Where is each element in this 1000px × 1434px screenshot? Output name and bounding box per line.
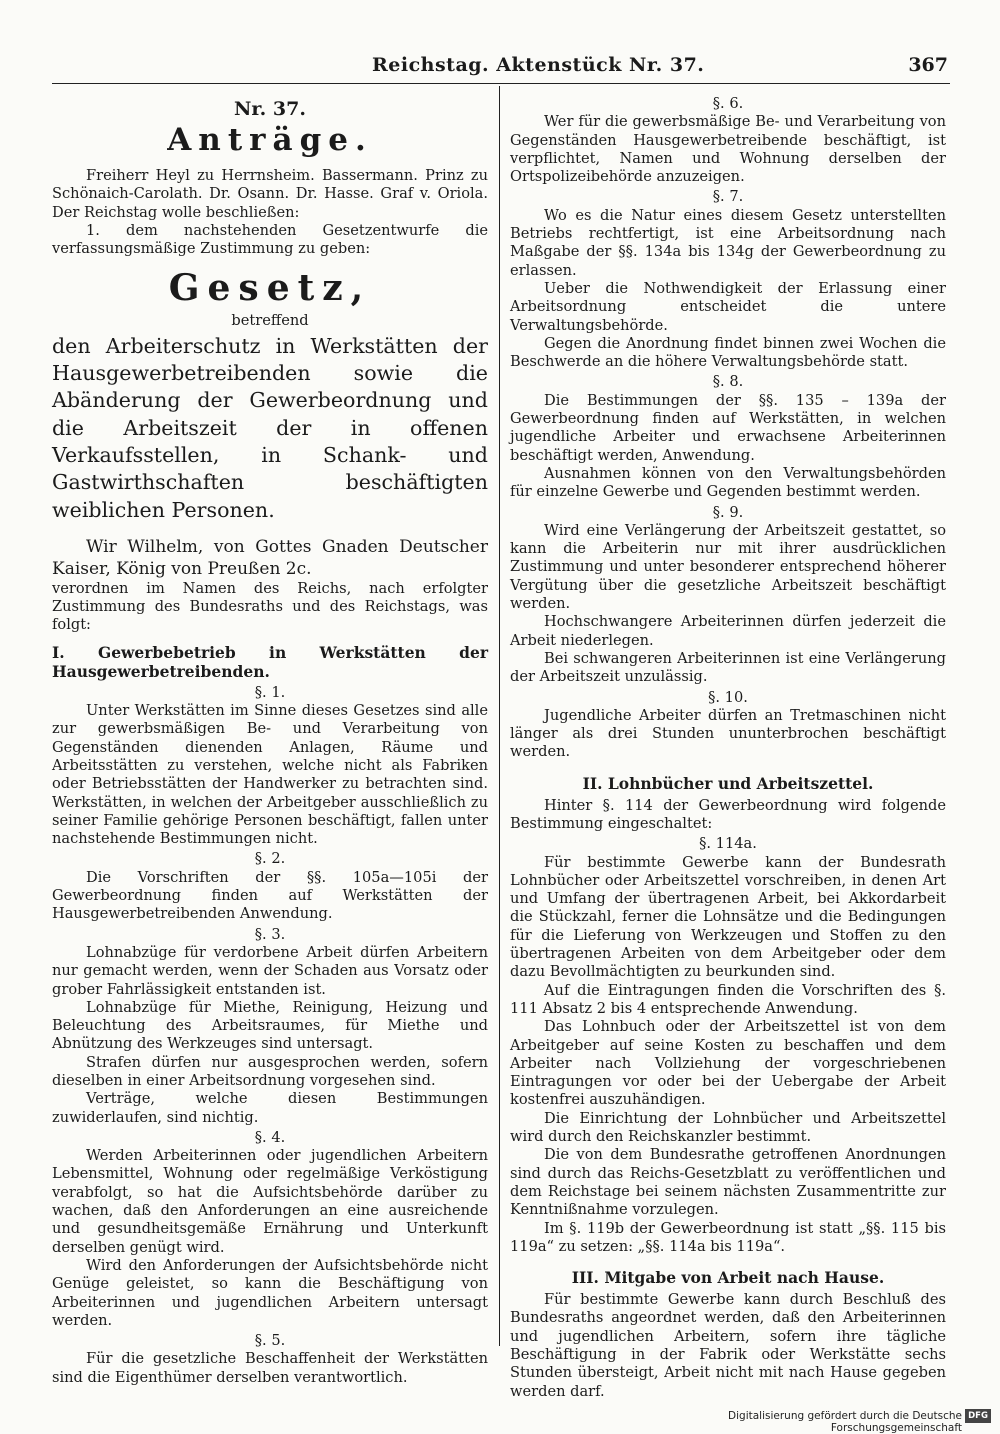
- paragraph-text: Gegen die Anordnung findet binnen zwei Wochen die Beschwerde an die höhere Verwaltungsbehörde statt.: [510, 334, 946, 371]
- law-title: den Arbeiterschutz in Werkstätten der Hausgewerbetreibenden sowie die Abänderung der Gewerbeordnung und die Arbeitszeit der in offenen Verkaufsstellen, in Schank- und Gastwirthschaften beschäftigten weiblichen Personen.: [52, 333, 488, 522]
- dfg-logo: DFG: [965, 1409, 991, 1423]
- paragraph-text: Hinter §. 114 der Gewerbeordnung wird folgende Bestimmung eingeschaltet:: [510, 796, 946, 832]
- paragraph-text: Die Einrichtung der Lohnbücher und Arbeitszettel wird durch den Reichskanzler bestimmt.: [510, 1109, 946, 1146]
- running-title: Reichstag. Aktenstück Nr. 37.: [372, 54, 705, 76]
- paragraph-number: §. 4.: [254, 1128, 286, 1146]
- enacting-clause: verordnen im Namen des Reichs, nach erfolgter Zustimmung des Bundesraths und des Reichstags, was folgt:: [52, 579, 488, 634]
- paragraph-text: Lohnabzüge für verdorbene Arbeit dürfen Arbeitern nur gemacht werden, wenn der Schaden aus Vorsatz oder grober Fahrlässigkeit entstanden ist.: [52, 943, 488, 998]
- paragraph-text: Ueber die Nothwendigkeit der Erlassung einer Arbeitsordnung entscheidet die untere Verwaltungsbehörde.: [510, 279, 946, 334]
- paragraph-number: §. 6.: [712, 95, 744, 112]
- digitization-credit: Digitalisierung gefördert durch die Deutsche Forschungsgemeinschaft: [728, 1410, 962, 1434]
- paragraph-text: Die Vorschriften der §§. 105a—105i der Gewerbeordnung finden auf Werkstätten der Hausgewerbetreibenden Anwendung.: [52, 868, 488, 923]
- paragraph-text: Wird eine Verlängerung der Arbeitszeit gestattet, so kann die Arbeiterin nur mit ihrer ausdrücklichen Zustimmung und unter besonderer entsprechend höherer Vergütung über die gesetzliche Arbeitszeit beschäftigt werden.: [510, 521, 946, 613]
- left-column: [52, 93, 488, 1387]
- paragraph-text: Im §. 119b der Gewerbeordnung ist statt „§§. 115 bis 119a“ zu setzen: „§§. 114a bis 119a“.: [510, 1219, 946, 1255]
- paragraph-text: Auf die Eintragungen finden die Vorschriften des §. 111 Absatz 2 bis 4 entsprechende Anwendung.: [510, 981, 946, 1017]
- paragraph-text: Jugendliche Arbeiter dürfen an Tretmaschinen nicht länger als drei Stunden ununterbrochen beschäftigt werden.: [510, 706, 946, 761]
- section-heading-1: I. Gewerbebetrieb in Werkstätten der Hausgewerbetreibenden.: [52, 642, 488, 681]
- paragraph-number: §. 3.: [254, 925, 286, 943]
- intro-signatories: Freiherr Heyl zu Herrnsheim. Bassermann. Prinz zu Schönaich-Carolath. Dr. Osann. Dr. Hasse. Graf v. Oriola. Der Reichstag wolle beschließen:: [52, 167, 488, 221]
- paragraph-text: Unter Werkstätten im Sinne dieses Gesetzes sind alle zur gewerbsmäßigen Be- und Verarbeitung von Gegenständen dienenden Anlagen, Räume und Arbeitsstätten zu verstehen, welche nicht als Fabriken oder Betriebsstätten der Handwerker zu betrachten sind. Werkstätten, in welchen der Arbeitgeber ausschließlich zu seiner Familie gehörige Personen beschäftigt, fallen unter nachstehende Bestimmungen nicht.: [52, 702, 488, 848]
- paragraph-text: Hochschwangere Arbeiterinnen dürfen jederzeit die Arbeit niederlegen.: [510, 613, 946, 649]
- document-number: Nr. 37.: [234, 98, 306, 120]
- paragraph-number: §. 7.: [712, 188, 744, 206]
- page-number: 367: [908, 54, 948, 76]
- paragraph-number: §. 5.: [254, 1332, 286, 1350]
- page-header: [0, 0, 1000, 84]
- paragraph-text: Bei schwangeren Arbeiterinnen ist eine Verlängerung der Arbeitszeit unzulässig.: [510, 649, 946, 686]
- section-heading-3: III. Mitgabe von Arbeit nach Hause.: [571, 1268, 885, 1288]
- intro-point-1: 1. dem nachstehenden Gesetzentwurfe die verfassungsmäßige Zustimmung zu geben:: [52, 221, 488, 258]
- paragraph-number: §. 2.: [254, 850, 286, 868]
- document-heading: Anträge.: [167, 122, 373, 158]
- paragraph-number: §. 1.: [254, 683, 286, 701]
- paragraph-number: §. 9.: [712, 503, 744, 521]
- paragraph-number: §. 8.: [712, 373, 744, 391]
- law-heading: Gesetz,: [168, 267, 372, 310]
- paragraph-text: Das Lohnbuch oder der Arbeitszettel ist von dem Arbeitgeber auf seine Kosten zu beschaffen und dem Arbeiter nach Vollziehung der vorgeschriebenen Eintragungen vor oder bei der Uebergabe der Arbeit kostenfrei auszuhändigen.: [510, 1018, 946, 1109]
- section-heading-2: II. Lohnbücher und Arbeitszettel.: [582, 773, 874, 793]
- column-divider: [499, 86, 500, 1346]
- paragraph-text: Ausnahmen können von den Verwaltungsbehörden für einzelne Gewerbe und Gegenden bestimmt werden.: [510, 464, 946, 501]
- paragraph-number: §. 114a.: [699, 835, 757, 853]
- paragraph-number: §. 10.: [708, 688, 748, 706]
- right-column: [510, 93, 946, 1401]
- paragraph-text: Werden Arbeiterinnen oder jugendlichen Arbeitern Lebensmittel, Wohnung oder regelmäßige Verköstigung verabfolgt, so hat die Aufsichtsbehörde darüber zu wachen, daß den Anforderungen an eine ausreichende und gesundheitsgemäße Ernährung und Unterkunft derselben genügt wird.: [52, 1147, 488, 1256]
- paragraph-text: Verträge, welche diesen Bestimmungen zuwiderlaufen, sind nichtig.: [52, 1090, 488, 1126]
- paragraph-text: Strafen dürfen nur ausgesprochen werden, sofern dieselben in einer Arbeitsordnung vorgesehen sind.: [52, 1053, 488, 1089]
- paragraph-text: Wird den Anforderungen der Aufsichtsbehörde nicht Genüge geleistet, so kann die Beschäftigung von Arbeiterinnen und jugendlichen Arbeitern untersagt werden.: [52, 1256, 488, 1329]
- paragraph-text: Für bestimmte Gewerbe kann durch Beschluß des Bundesraths angeordnet werden, daß den Arbeiterinnen und jugendlichen Arbeitern, sofern ihre tägliche Beschäftigung in der Fabrik oder Werkstätte sechs Stunden übersteigt, Arbeit nicht mit nach Hause gegeben werden darf.: [510, 1291, 946, 1400]
- enacting-formula: Wir Wilhelm, von Gottes Gnaden Deutscher Kaiser, König von Preußen 2c.: [52, 536, 488, 579]
- paragraph-text: Für die gesetzliche Beschaffenheit der Werkstätten sind die Eigenthümer derselben verantwortlich.: [52, 1350, 488, 1386]
- header-rule: [52, 83, 950, 84]
- paragraph-text: Wer für die gewerbsmäßige Be- und Verarbeitung von Gegenständen Hausgewerbetreibende beschäftigt, ist verpflichtet, Namen und Wohnung derselben der Ortspolizeibehörde anzuzeigen.: [510, 113, 946, 186]
- paragraph-text: Wo es die Natur eines diesem Gesetz unterstellten Betriebs rechtfertigt, ist eine Arbeitsordnung nach Maßgabe der §§. 134a bis 134g der Gewerbeordnung zu erlassen.: [510, 206, 946, 279]
- paragraph-text: Die von dem Bundesrathe getroffenen Anordnungen sind durch das Reichs-Gesetzblatt zu veröffentlichen und dem Reichstage bei seinem nächsten Zusammentritte zur Kenntnißnahme vorzulegen.: [510, 1146, 946, 1219]
- paragraph-text: Für bestimmte Gewerbe kann der Bundesrath Lohnbücher oder Arbeitszettel vorschreiben, in denen Art und Umfang der übertragenen Arbeit, bei Akkordarbeit die Stückzahl, ferner die Lohnsätze und die Bedingungen für die Lieferung von Werkzeugen und Stoffen zu den übertragenen Arbeiten von dem Arbeitgeber oder dem dazu Bevollmächtigten zu beurkunden sind.: [510, 853, 946, 981]
- paragraph-text: Die Bestimmungen der §§. 135 – 139a der Gewerbeordnung finden auf Werkstätten, in welchen jugendliche Arbeiter und erwachsene Arbeiterinnen beschäftigt werden, Anwendung.: [510, 391, 946, 464]
- law-subheading: betreffend: [231, 312, 309, 330]
- paragraph-text: Lohnabzüge für Miethe, Reinigung, Heizung und Beleuchtung des Arbeitsraumes, für Miethe und Abnützung des Werkzeuges sind untersagt.: [52, 998, 488, 1053]
